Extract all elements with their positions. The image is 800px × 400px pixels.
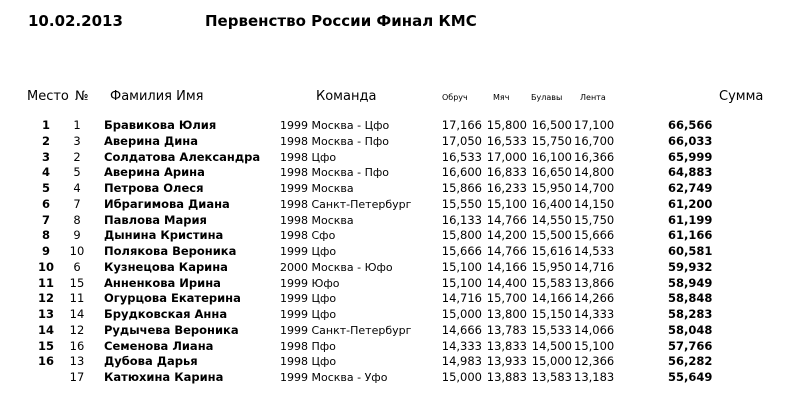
cell-clubs: 15,150 [531, 307, 572, 321]
cell-total: 58,848 [668, 291, 713, 306]
cell-number: 6 [73, 259, 81, 274]
cell-ribbon: 14,150 [574, 196, 615, 211]
cell-ribbon: 12,366 [574, 354, 615, 369]
cell-hoop: 15,866 [441, 181, 482, 195]
cell-hoop: 15,550 [441, 196, 482, 211]
cell-ball: 16,833 [486, 165, 527, 180]
cell-clubs: 15,583 [531, 275, 572, 290]
cell-team: 1998 Пфо [280, 339, 336, 353]
column-header-hoop: Обруч [442, 93, 468, 102]
cell-spacer [0, 165, 28, 181]
cell-ribbon: 15,666 [574, 228, 615, 243]
cell-hoop: 14,983 [441, 354, 482, 369]
cell-place: 16 [37, 354, 54, 369]
cell-name: Аверина Дина [104, 133, 198, 148]
cell-ball: 14,166 [486, 259, 527, 274]
table-row [0, 291, 712, 307]
cell-hoop: 16,600 [441, 165, 482, 180]
column-header-ribbon: Лента [580, 93, 606, 102]
cell-ribbon: 14,266 [574, 291, 615, 306]
cell-ribbon: 15,100 [574, 338, 615, 353]
cell-clubs: 15,750 [531, 133, 572, 148]
cell-name: Рудычева Вероника [104, 322, 239, 337]
cell-ribbon: 13,866 [574, 275, 615, 290]
cell-spacer [0, 244, 28, 260]
cell-team: 1998 Цфо [280, 355, 337, 369]
cell-clubs: 16,400 [531, 196, 572, 211]
table-row [0, 307, 712, 323]
cell-clubs: 15,000 [531, 354, 572, 369]
cell-place: 8 [41, 228, 50, 243]
cell-hoop: 15,000 [441, 307, 482, 321]
cell-number: 7 [73, 196, 81, 211]
cell-clubs: 16,100 [531, 149, 572, 164]
cell-ball: 14,766 [486, 212, 527, 227]
cell-number: 17 [69, 370, 85, 384]
cell-hoop: 17,050 [441, 133, 482, 148]
cell-place: 11 [37, 275, 54, 290]
cell-ball: 15,800 [486, 118, 527, 132]
cell-ribbon: 14,800 [574, 165, 615, 180]
cell-place: 9 [41, 244, 50, 258]
cell-place: 4 [41, 165, 50, 180]
cell-clubs: 16,650 [531, 165, 572, 180]
cell-total: 66,566 [668, 118, 713, 132]
cell-ball: 13,783 [486, 322, 527, 337]
column-header-team: Команда [316, 89, 377, 104]
cell-place [28, 370, 64, 386]
cell-place: 3 [41, 149, 50, 164]
cell-number: 10 [69, 244, 85, 258]
column-header-number: № [75, 89, 89, 104]
cell-name: Бравикова Юлия [104, 118, 217, 132]
cell-spacer [0, 339, 28, 355]
cell-ball: 15,700 [486, 291, 527, 306]
cell-spacer [0, 213, 28, 229]
cell-name: Солдатова Александра [104, 149, 261, 164]
cell-total: 58,949 [668, 275, 713, 290]
table-row [0, 370, 712, 386]
cell-clubs: 14,166 [531, 291, 572, 306]
cell-team: 1999 Цфо [280, 292, 337, 306]
cell-spacer [0, 228, 28, 244]
cell-place: 14 [37, 322, 54, 337]
cell-total: 66,033 [668, 133, 713, 148]
cell-team: 1999 Цфо [280, 308, 337, 321]
cell-total: 57,766 [668, 338, 713, 353]
cell-hoop: 15,100 [441, 259, 482, 274]
cell-team: 1998 Санкт-Петербург [280, 197, 412, 211]
cell-spacer [0, 181, 28, 197]
cell-team: 1999 Москва - Цфо [280, 119, 390, 132]
cell-team: 1999 Москва [280, 182, 354, 195]
cell-ball: 13,833 [486, 338, 527, 353]
competition-title: Первенство России Финал КМС [205, 12, 477, 30]
cell-ball: 13,800 [486, 307, 527, 321]
cell-total: 58,283 [668, 307, 713, 321]
cell-ribbon: 17,100 [574, 118, 615, 132]
cell-ball: 16,533 [486, 133, 527, 148]
cell-name: Полякова Вероника [104, 244, 237, 258]
cell-spacer [0, 323, 28, 339]
column-header-place: Место [27, 89, 69, 104]
table-row [0, 197, 712, 213]
table-row [0, 150, 712, 166]
cell-hoop: 15,000 [441, 370, 482, 384]
cell-number: 16 [69, 338, 85, 353]
cell-number: 1 [73, 118, 81, 132]
cell-ball: 16,233 [486, 181, 527, 195]
results-table [0, 118, 712, 386]
cell-team: 1998 Москва [280, 213, 354, 227]
cell-clubs: 14,550 [531, 212, 572, 227]
column-header-ball: Мяч [493, 93, 510, 102]
cell-ball: 15,100 [486, 196, 527, 211]
cell-name: Кузнецова Карина [104, 259, 228, 274]
cell-place: 13 [37, 307, 54, 321]
cell-place: 7 [41, 212, 50, 227]
cell-name: Дубова Дарья [104, 354, 198, 369]
cell-ball: 13,883 [486, 370, 527, 384]
cell-clubs: 16,500 [531, 118, 572, 132]
cell-clubs: 15,950 [531, 259, 572, 274]
cell-ribbon: 16,700 [574, 133, 615, 148]
table-row [0, 339, 712, 355]
cell-hoop: 14,666 [441, 322, 482, 337]
cell-number: 15 [69, 275, 85, 290]
cell-team: 2000 Москва - Юфо [280, 260, 393, 274]
cell-number: 11 [69, 291, 85, 306]
cell-team: 1999 Москва - Уфо [280, 371, 388, 384]
cell-number: 12 [69, 322, 85, 337]
cell-ribbon: 14,700 [574, 181, 615, 195]
cell-spacer [0, 354, 28, 370]
cell-ribbon: 13,183 [574, 370, 615, 384]
cell-team: 1999 Юфо [280, 276, 340, 290]
table-row [0, 323, 712, 339]
cell-total: 59,932 [668, 259, 713, 274]
cell-spacer [0, 150, 28, 166]
cell-ribbon: 14,716 [574, 259, 615, 274]
table-row [0, 165, 712, 181]
cell-team: 1998 Цфо [280, 150, 337, 164]
cell-number: 13 [69, 354, 85, 369]
cell-clubs: 15,616 [531, 244, 572, 258]
results-body [0, 118, 712, 386]
table-row [0, 260, 712, 276]
table-row [0, 181, 712, 197]
column-header-total: Сумма [719, 89, 764, 104]
cell-spacer [0, 134, 28, 150]
cell-name: Катюхина Карина [104, 370, 224, 384]
cell-number: 4 [73, 181, 81, 195]
cell-total: 62,749 [668, 181, 713, 195]
cell-hoop: 15,800 [441, 228, 482, 243]
cell-spacer [0, 260, 28, 276]
cell-name: Брудковская Анна [104, 307, 228, 321]
cell-number: 14 [69, 307, 85, 321]
cell-hoop: 15,100 [441, 275, 482, 290]
cell-hoop: 14,716 [441, 291, 482, 306]
cell-ball: 14,766 [486, 244, 527, 258]
cell-ball: 13,933 [486, 354, 527, 369]
cell-clubs: 13,583 [531, 370, 572, 384]
column-header-name: Фамилия Имя [110, 89, 204, 104]
cell-name: Павлова Мария [104, 212, 207, 227]
cell-spacer [0, 307, 28, 323]
cell-number: 9 [73, 228, 81, 243]
cell-team: 1998 Москва - Пфо [280, 166, 389, 180]
cell-clubs: 15,500 [531, 228, 572, 243]
cell-clubs: 15,533 [531, 322, 572, 337]
cell-total: 58,048 [668, 322, 713, 337]
cell-total: 65,999 [668, 149, 713, 164]
cell-number: 3 [73, 133, 81, 148]
cell-ribbon: 16,366 [574, 149, 615, 164]
cell-place: 15 [37, 338, 54, 353]
cell-hoop: 14,333 [441, 338, 482, 353]
cell-spacer [0, 291, 28, 307]
cell-spacer [0, 276, 28, 292]
table-row [0, 244, 712, 260]
cell-name: Дынина Кристина [104, 228, 224, 243]
table-row [0, 134, 712, 150]
cell-ribbon: 15,750 [574, 212, 615, 227]
cell-name: Анненкова Ирина [104, 275, 221, 290]
cell-name: Огурцова Екатерина [104, 291, 241, 306]
cell-name: Петрова Олеся [104, 181, 204, 195]
cell-ball: 14,400 [486, 275, 527, 290]
cell-place: 5 [41, 181, 50, 195]
cell-hoop: 15,666 [441, 244, 482, 258]
cell-clubs: 15,950 [531, 181, 572, 195]
column-header-clubs: Булавы [531, 93, 563, 102]
table-row [0, 118, 712, 134]
cell-hoop: 16,533 [441, 149, 482, 164]
cell-ribbon: 14,533 [574, 244, 615, 258]
cell-place: 10 [37, 259, 54, 274]
cell-total: 60,581 [668, 244, 713, 258]
cell-number: 2 [73, 149, 81, 164]
cell-team: 1998 Москва - Пфо [280, 134, 389, 148]
cell-hoop: 17,166 [441, 118, 482, 132]
cell-place: 2 [41, 133, 50, 148]
cell-spacer [0, 197, 28, 213]
table-row [0, 213, 712, 229]
competition-date: 10.02.2013 [28, 12, 123, 30]
cell-total: 56,282 [668, 354, 713, 369]
cell-place: 12 [37, 291, 54, 306]
cell-place: 1 [41, 118, 50, 132]
cell-spacer [0, 118, 28, 134]
table-row [0, 228, 712, 244]
cell-total: 61,200 [668, 196, 713, 211]
cell-name: Семенова Лиана [104, 338, 214, 353]
cell-team: 1999 Цфо [280, 245, 337, 258]
cell-total: 61,199 [668, 212, 713, 227]
table-row [0, 276, 712, 292]
cell-number: 8 [73, 212, 81, 227]
cell-team: 1998 Сфо [280, 229, 336, 243]
cell-name: Ибрагимова Диана [104, 196, 230, 211]
cell-total: 55,649 [668, 370, 713, 384]
table-row [0, 354, 712, 370]
cell-total: 61,166 [668, 228, 713, 243]
cell-ribbon: 14,066 [574, 322, 615, 337]
cell-name: Аверина Арина [104, 165, 205, 180]
cell-ball: 17,000 [486, 149, 527, 164]
cell-spacer [0, 370, 28, 386]
cell-total: 64,883 [668, 165, 713, 180]
cell-clubs: 14,500 [531, 338, 572, 353]
cell-hoop: 16,133 [441, 212, 482, 227]
cell-team: 1999 Санкт-Петербург [280, 323, 412, 337]
cell-number: 5 [73, 165, 81, 180]
cell-ribbon: 14,333 [574, 307, 615, 321]
cell-ball: 14,200 [486, 228, 527, 243]
cell-place: 6 [41, 196, 50, 211]
